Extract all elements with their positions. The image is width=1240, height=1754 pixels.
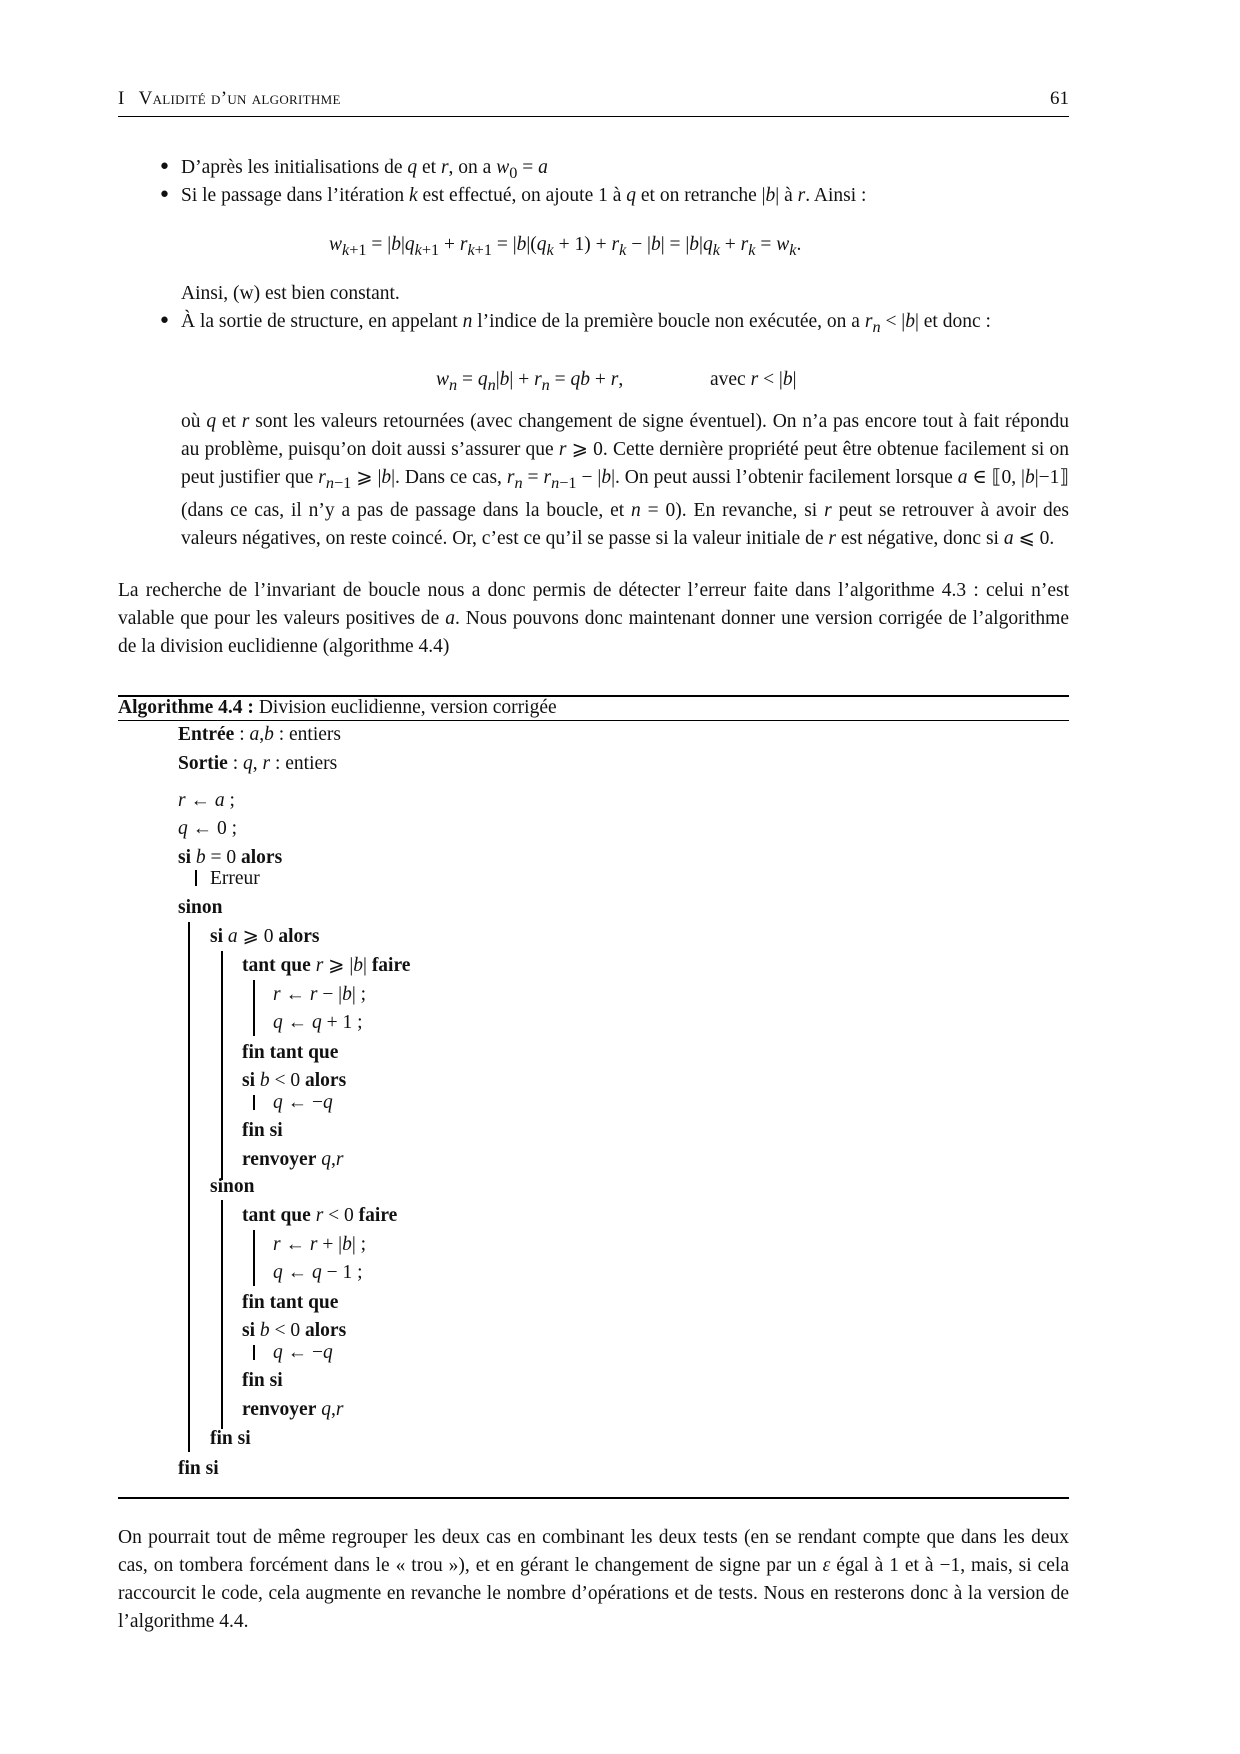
algo-line: q ← −q bbox=[273, 1092, 333, 1113]
paragraph-conclusion: On pourrait tout de même regrouper les deux cas en combinant les deux tests (en se rendant compte que dans les deux cas, on tombera forcément dans le « trou »), et en gérant le changement de signe par un ε égal à 1 et à −1, mais, si cela raccourcit le code, cela augmente en revanche le nombre d’opérations et de tests. Nous en resterons donc à la version de l’algorithme 4.4. bbox=[118, 1527, 1070, 1632]
block-bar bbox=[253, 1095, 255, 1110]
algo-line: si a ⩾ 0 alors bbox=[210, 926, 320, 947]
block-bar bbox=[221, 1200, 223, 1429]
block-bar bbox=[221, 951, 223, 1180]
block-bar bbox=[188, 922, 190, 1452]
algo-line: fin si bbox=[242, 1370, 283, 1391]
block-bar bbox=[253, 1345, 255, 1360]
page-number: 61 bbox=[1050, 88, 1069, 109]
algo-line: q ← q + 1 ; bbox=[273, 1012, 363, 1033]
block-bar bbox=[253, 980, 255, 1036]
algo-line: tant que r ⩾ |b| faire bbox=[242, 955, 411, 976]
algo-line: si b = 0 alors bbox=[178, 847, 283, 868]
algo-line: q ← −q bbox=[273, 1342, 333, 1363]
bullet-1: D’après les initialisations de q et r, on a $w_0 = a$ bbox=[181, 157, 548, 182]
bullet-marker: • bbox=[158, 309, 171, 334]
algo-line: si b < 0 alors bbox=[242, 1320, 347, 1341]
algo-line: si b < 0 alors bbox=[242, 1070, 347, 1091]
algo-line: renvoyer q,r bbox=[242, 1399, 344, 1420]
bullet-2: Si le passage dans l’itération k est effectué, on ajoute 1 à q et on retranche |b| à r. Ainsi : bbox=[181, 185, 867, 206]
algo-line: q ← q − 1 ; bbox=[273, 1262, 363, 1283]
algorithm-title-rule bbox=[118, 720, 1069, 721]
equation-final: $w_n = q_n|b| + r_n$ = qb + r, bbox=[436, 369, 624, 394]
block-bar bbox=[195, 870, 197, 886]
algo-line: q ← 0 ; bbox=[178, 818, 238, 839]
algo-line: fin si bbox=[210, 1428, 251, 1449]
equation-invariant: $w_{k+1} = |b|q_{k+1} + r_{k+1} = |b|(q_k + 1) + r_k - |b| = |b|q_k + r_k = w_k$. bbox=[329, 234, 802, 259]
algo-line: fin tant que bbox=[242, 1042, 339, 1063]
algo-line: tant que r < 0 faire bbox=[242, 1205, 398, 1226]
algorithm-input: Entrée : a,b : entiers bbox=[178, 724, 342, 745]
equation-condition: avec r < |b| bbox=[710, 369, 797, 390]
bullet-3: À la sortie de structure, en appelant n l’indice de la première boucle non exécutée, on a $r_n < |b|$ et donc : bbox=[181, 311, 991, 336]
algo-line: fin tant que bbox=[242, 1292, 339, 1313]
block-bar bbox=[253, 1230, 255, 1286]
algo-line: r ← r + |b| ; bbox=[273, 1234, 367, 1255]
algo-line: r ← r − |b| ; bbox=[273, 984, 367, 1005]
bullet-marker: • bbox=[158, 183, 171, 208]
algo-line: fin si bbox=[242, 1120, 283, 1141]
algo-line: sinon bbox=[210, 1176, 255, 1197]
algo-line: sinon bbox=[178, 897, 223, 918]
algorithm-bottom-rule bbox=[118, 1497, 1069, 1499]
text-ainsi: Ainsi, (w) est bien constant. bbox=[181, 283, 400, 304]
algo-line: r ← a ; bbox=[178, 790, 235, 811]
algorithm-output: Sortie : q, r : entiers bbox=[178, 753, 338, 774]
header-title: I Validité d’un algorithme bbox=[118, 88, 341, 109]
paragraph-explanation: où q et r sont les valeurs retournées (avec changement de signe éventuel). On n’a pas encore tout à fait répondu au problème, puisqu’on doit aussi s’assurer que r ⩾ 0. Cette dernière propriété peut être obtenue facilement si on peut justifier que $r_{n-1}$ ⩾ |b|. Dans ce cas, $r_n = r_{n-1} - |b|$. On peut aussi l’obtenir facilement lorsque a ∈ ⟦0, |b|−1⟧ (dans ce cas, il n’y a pas de passage dans la boucle, et n = 0). En revanche, si r peut se retrouver à avoir des valeurs négatives, on reste coincé. Or, c’est ce qu’il se passe si la valeur initiale de r est négative, donc si a ⩽ 0. bbox=[181, 411, 1069, 549]
paragraph-invariant: La recherche de l’invariant de boucle nous a donc permis de détecter l’erreur faite dans l’algorithme 4.3 : celui n’est valable que pour les valeurs positives de a. Nous pouvons donc maintenant donner une version corrigée de l’algorithme de la division euclidienne (algorithme 4.4) bbox=[118, 580, 1070, 657]
algo-line: fin si bbox=[178, 1458, 219, 1479]
running-header bbox=[118, 88, 1069, 117]
algo-line: renvoyer q,r bbox=[242, 1149, 344, 1170]
algorithm-caption: Algorithme 4.4 : Division euclidienne, version corrigée bbox=[118, 697, 557, 718]
algo-line: Erreur bbox=[210, 868, 260, 889]
bullet-marker: • bbox=[158, 155, 171, 180]
